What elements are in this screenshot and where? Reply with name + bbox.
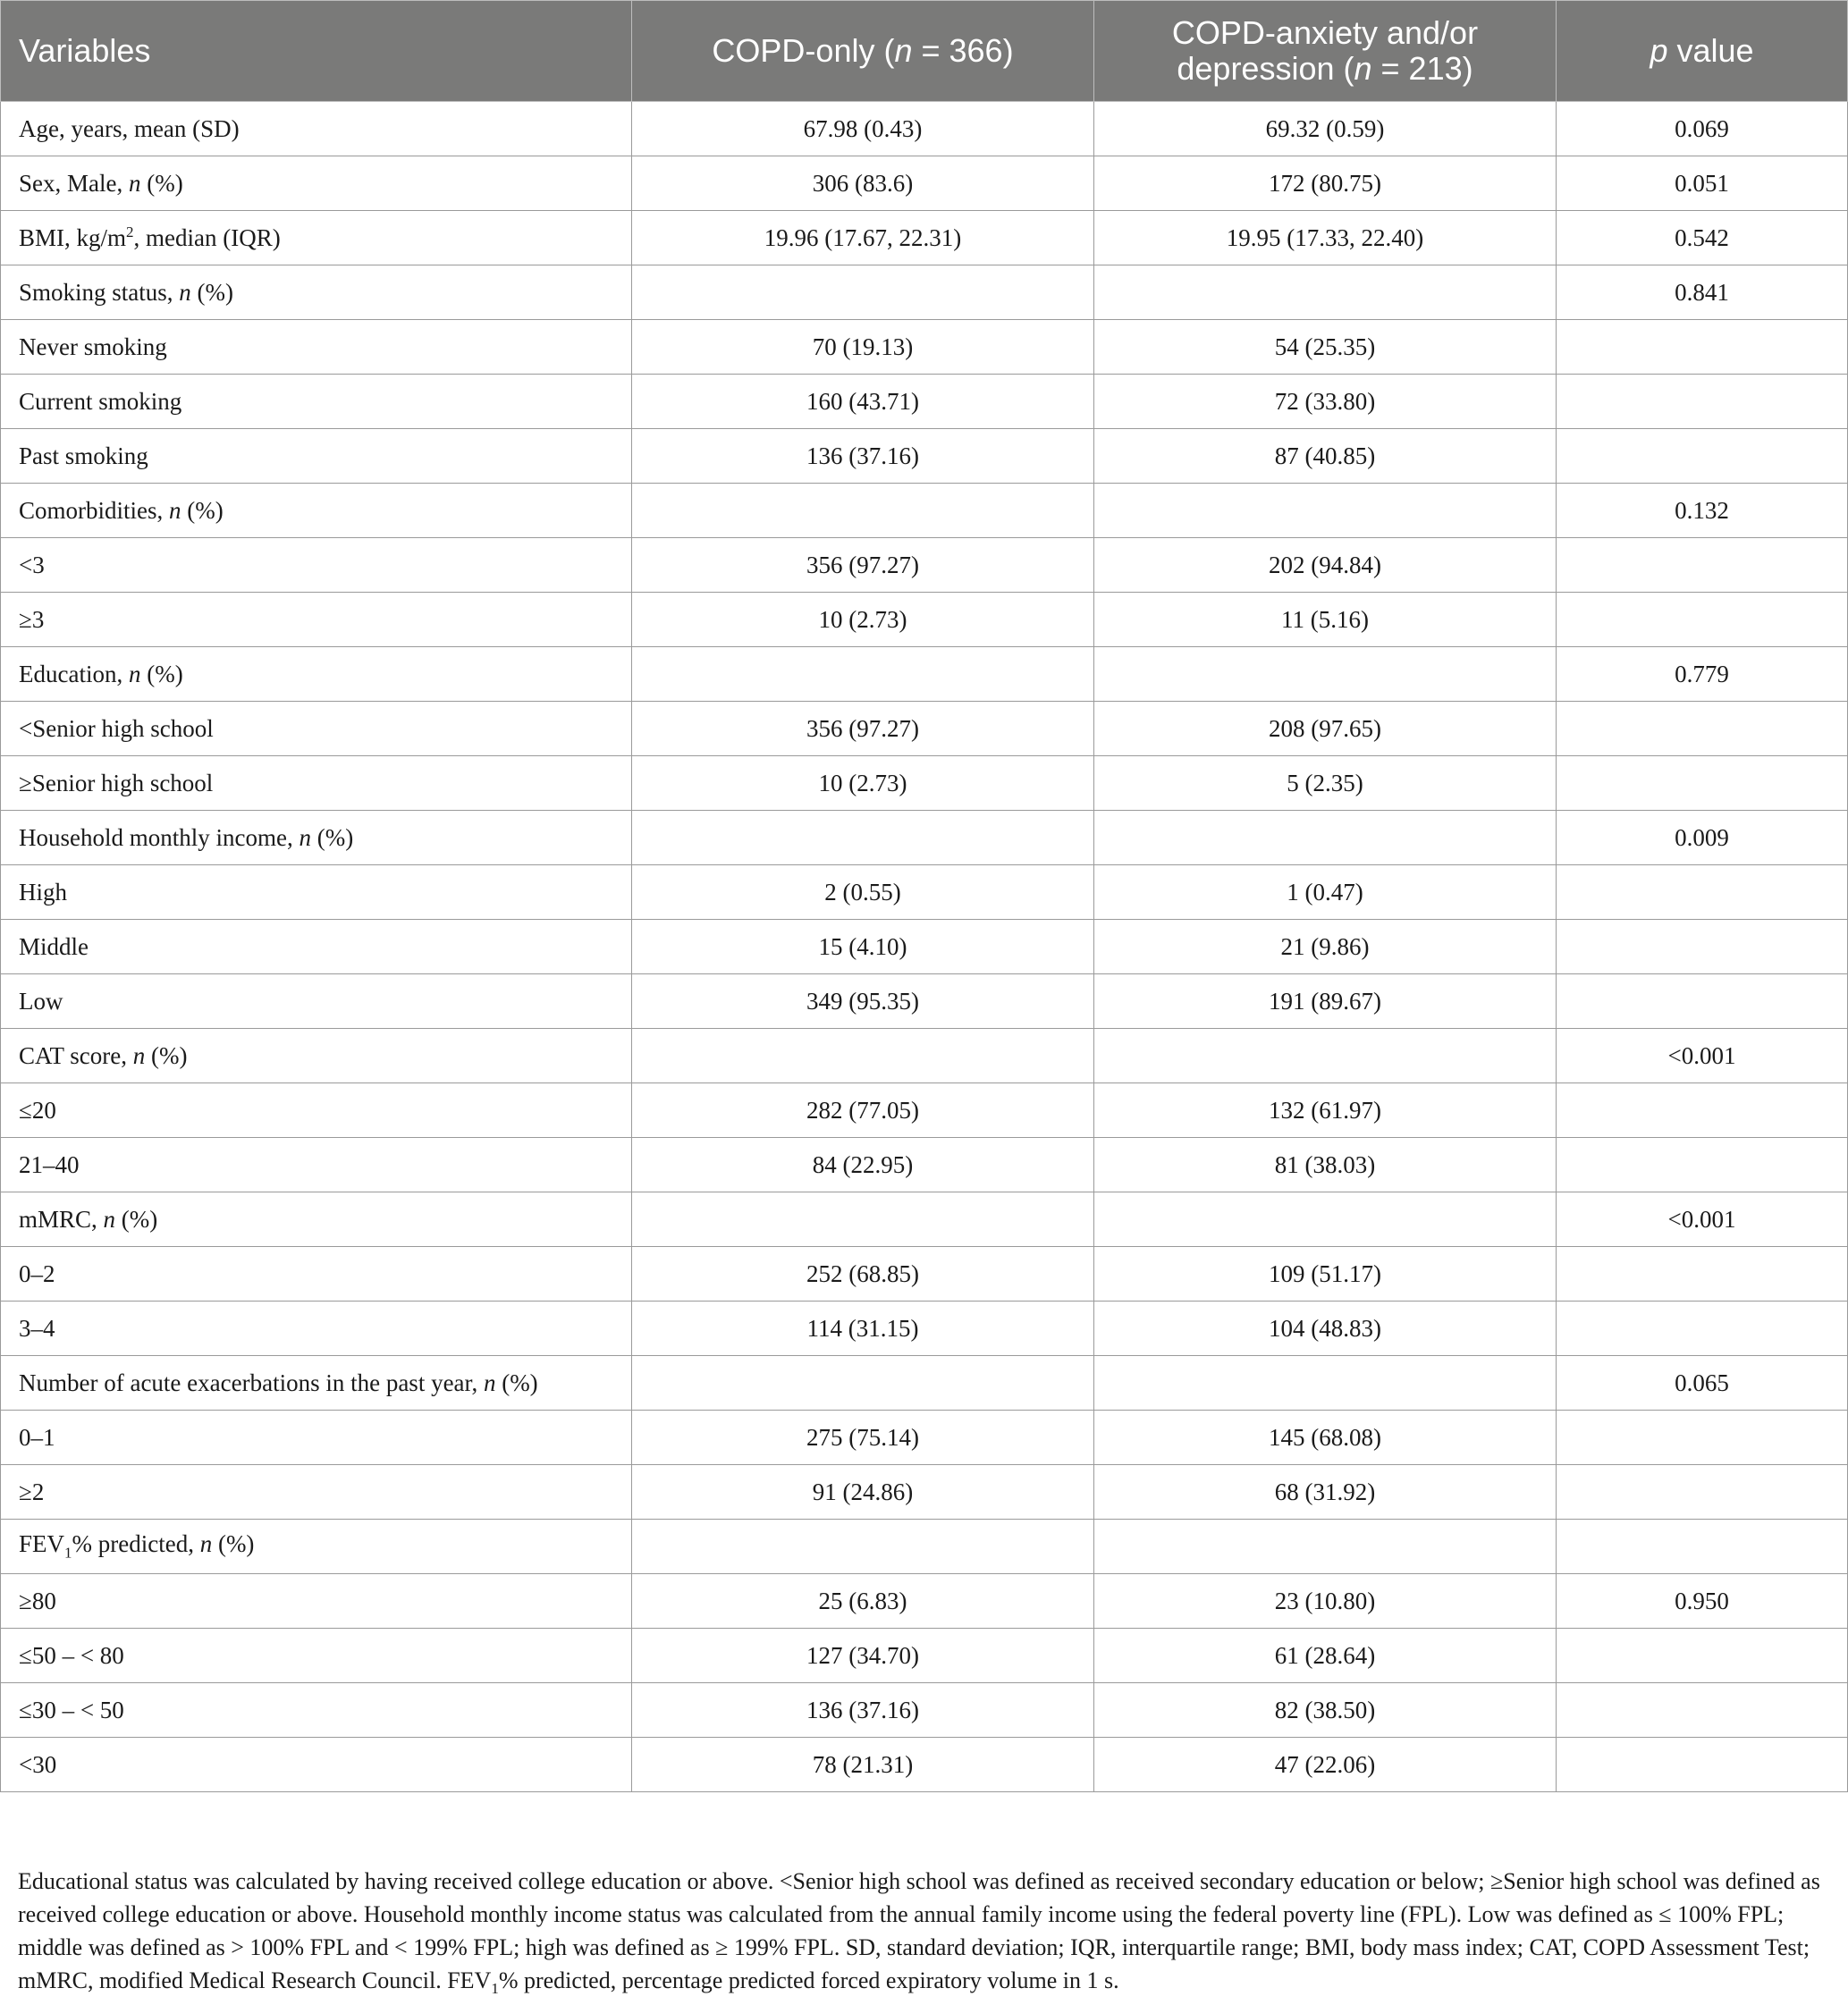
cell-copd-only: 91 (24.86)	[632, 1465, 1094, 1520]
cell-p-value: 0.841	[1557, 265, 1848, 320]
cell-copd-only	[632, 1192, 1094, 1247]
cell-p-value: 0.065	[1557, 1356, 1848, 1411]
variable-label: 3–4	[19, 1314, 55, 1342]
header-p-letter: p	[1650, 32, 1668, 69]
cell-variable	[1, 1083, 632, 1138]
header-copd-anxiety-n: n	[1354, 50, 1372, 87]
cell-variable	[1, 538, 632, 593]
cell-variable	[1, 1411, 632, 1465]
cell-copd-anxiety: 104 (48.83)	[1094, 1302, 1557, 1356]
variable-label-italic: n	[169, 496, 181, 524]
table-row	[1, 811, 1848, 865]
variable-label-pre: Smoking status,	[19, 278, 180, 306]
cell-variable	[1, 1683, 632, 1738]
cell-p-value	[1557, 865, 1848, 920]
table-row	[1, 265, 1848, 320]
cell-copd-anxiety: 191 (89.67)	[1094, 974, 1557, 1029]
variable-label: <3	[19, 551, 45, 578]
variable-label-post: (%)	[181, 496, 224, 524]
cell-copd-only: 356 (97.27)	[632, 538, 1094, 593]
cell-p-value: 0.542	[1557, 211, 1848, 265]
table-row	[1, 1738, 1848, 1792]
cell-copd-anxiety: 68 (31.92)	[1094, 1465, 1557, 1520]
cell-copd-anxiety	[1094, 647, 1557, 702]
table-row	[1, 1629, 1848, 1683]
table-row	[1, 1302, 1848, 1356]
cell-variable	[1, 920, 632, 974]
variable-label-pre: Household monthly income,	[19, 823, 300, 851]
cell-p-value	[1557, 1738, 1848, 1792]
variable-label-post: (%)	[190, 278, 234, 306]
cell-copd-anxiety: 109 (51.17)	[1094, 1247, 1557, 1302]
cell-copd-only: 10 (2.73)	[632, 593, 1094, 647]
cell-copd-only	[632, 1029, 1094, 1083]
cell-copd-only: 84 (22.95)	[632, 1138, 1094, 1192]
cell-copd-only	[632, 265, 1094, 320]
variable-label-post: (%)	[140, 169, 183, 197]
header-copd-only-post: = 366)	[912, 32, 1014, 69]
header-copd-anxiety	[1094, 1, 1557, 102]
header-copd-only-n: n	[894, 32, 913, 69]
cell-p-value	[1557, 1411, 1848, 1465]
cell-variable	[1, 1356, 632, 1411]
header-p-value	[1557, 1, 1848, 102]
cell-p-value	[1557, 756, 1848, 811]
table-row	[1, 156, 1848, 211]
variable-label-pre: Sex, Male,	[19, 169, 129, 197]
variable-label-pre: BMI, kg/m	[19, 224, 127, 251]
cell-p-value: 0.779	[1557, 647, 1848, 702]
cell-p-value	[1557, 1629, 1848, 1683]
table-row	[1, 1247, 1848, 1302]
cell-copd-only: 356 (97.27)	[632, 702, 1094, 756]
cell-copd-only	[632, 484, 1094, 538]
cell-variable	[1, 1029, 632, 1083]
cell-copd-only: 136 (37.16)	[632, 429, 1094, 484]
cell-copd-anxiety: 202 (94.84)	[1094, 538, 1557, 593]
cell-variable	[1, 811, 632, 865]
cell-copd-anxiety	[1094, 1029, 1557, 1083]
cell-p-value	[1557, 1683, 1848, 1738]
variable-label-post: (%)	[212, 1530, 255, 1558]
cell-variable	[1, 102, 632, 156]
cell-copd-only: 2 (0.55)	[632, 865, 1094, 920]
header-copd-anxiety-line1: COPD-anxiety and/or	[1171, 14, 1479, 51]
cell-variable	[1, 1574, 632, 1629]
cell-copd-anxiety	[1094, 265, 1557, 320]
cell-copd-only: 282 (77.05)	[632, 1083, 1094, 1138]
cell-variable	[1, 429, 632, 484]
variable-label-sup: 2	[126, 223, 134, 240]
header-copd-anxiety-line2-post: = 213)	[1371, 50, 1473, 87]
cell-p-value	[1557, 920, 1848, 974]
cell-p-value	[1557, 375, 1848, 429]
cell-variable	[1, 265, 632, 320]
cell-variable	[1, 1465, 632, 1520]
table-row	[1, 375, 1848, 429]
cell-copd-only	[632, 1520, 1094, 1574]
cell-variable	[1, 484, 632, 538]
variable-label-pre: FEV	[19, 1530, 65, 1558]
variable-label-post: (%)	[495, 1369, 538, 1396]
table-row	[1, 484, 1848, 538]
cell-variable	[1, 156, 632, 211]
variable-label: 0–1	[19, 1423, 55, 1451]
variable-label-pre: Education,	[19, 660, 129, 687]
table-footnote	[18, 1865, 1833, 2005]
cell-variable	[1, 1738, 632, 1792]
variable-label: 21–40	[19, 1150, 80, 1178]
variable-label-pre: CAT score,	[19, 1041, 133, 1069]
variable-label-post: , median (IQR)	[133, 224, 281, 251]
cell-copd-anxiety: 82 (38.50)	[1094, 1683, 1557, 1738]
variable-label-pre: mMRC,	[19, 1205, 104, 1233]
cell-p-value: <0.001	[1557, 1029, 1848, 1083]
cell-p-value	[1557, 1465, 1848, 1520]
cell-copd-only: 19.96 (17.67, 22.31)	[632, 211, 1094, 265]
cell-variable	[1, 320, 632, 375]
variable-label-pre: Comorbidities,	[19, 496, 169, 524]
cell-copd-anxiety: 69.32 (0.59)	[1094, 102, 1557, 156]
cell-variable	[1, 211, 632, 265]
cell-p-value: 0.069	[1557, 102, 1848, 156]
cell-copd-anxiety: 11 (5.16)	[1094, 593, 1557, 647]
variable-label-italic: n	[132, 1041, 146, 1069]
header-variables	[1, 1, 632, 102]
variable-label: <Senior high school	[19, 714, 214, 742]
cell-variable	[1, 1192, 632, 1247]
table-row	[1, 1138, 1848, 1192]
table-row	[1, 1192, 1848, 1247]
header-p-value-post: value	[1667, 32, 1754, 69]
cell-copd-anxiety	[1094, 811, 1557, 865]
footnote-subscript: 1	[491, 1980, 499, 1998]
variable-label: Current smoking	[19, 387, 182, 415]
cell-p-value	[1557, 593, 1848, 647]
cell-p-value	[1557, 429, 1848, 484]
variable-label: ≤50 – < 80	[19, 1641, 124, 1669]
cell-copd-anxiety	[1094, 1520, 1557, 1574]
cell-p-value: 0.009	[1557, 811, 1848, 865]
table-header	[1, 1, 1848, 102]
cell-copd-only: 15 (4.10)	[632, 920, 1094, 974]
cell-copd-anxiety: 208 (97.65)	[1094, 702, 1557, 756]
table-row	[1, 647, 1848, 702]
cell-p-value	[1557, 702, 1848, 756]
cell-copd-anxiety: 87 (40.85)	[1094, 429, 1557, 484]
variable-label-sub: 1	[64, 1544, 72, 1562]
cell-copd-only: 306 (83.6)	[632, 156, 1094, 211]
cell-p-value	[1557, 538, 1848, 593]
variable-label: ≤30 – < 50	[19, 1696, 124, 1723]
cell-copd-only	[632, 811, 1094, 865]
cell-variable	[1, 375, 632, 429]
table-row	[1, 1356, 1848, 1411]
cell-copd-anxiety: 19.95 (17.33, 22.40)	[1094, 211, 1557, 265]
cell-variable	[1, 1138, 632, 1192]
table-row	[1, 102, 1848, 156]
table-row	[1, 211, 1848, 265]
cell-p-value	[1557, 1138, 1848, 1192]
cell-variable	[1, 974, 632, 1029]
variable-label-italic: n	[199, 1530, 213, 1558]
footnote-part2: % predicted, percentage predicted forced expiratory volume in 1 s.	[498, 1967, 1119, 1993]
cell-copd-anxiety: 47 (22.06)	[1094, 1738, 1557, 1792]
cell-copd-only: 10 (2.73)	[632, 756, 1094, 811]
variable-label: ≥80	[19, 1587, 56, 1614]
variable-label: ≥3	[19, 605, 45, 633]
cell-variable	[1, 593, 632, 647]
cell-copd-anxiety	[1094, 1192, 1557, 1247]
cell-copd-anxiety: 1 (0.47)	[1094, 865, 1557, 920]
cell-copd-only: 70 (19.13)	[632, 320, 1094, 375]
table-row	[1, 920, 1848, 974]
table-row	[1, 1574, 1848, 1629]
variable-label: 0–2	[19, 1259, 55, 1287]
table-row	[1, 593, 1848, 647]
table-row	[1, 1683, 1848, 1738]
cell-variable	[1, 756, 632, 811]
cell-p-value	[1557, 974, 1848, 1029]
table-row	[1, 1465, 1848, 1520]
variable-label: ≥Senior high school	[19, 769, 214, 796]
variable-label-italic: n	[103, 1205, 116, 1233]
table-row	[1, 702, 1848, 756]
cell-copd-anxiety: 145 (68.08)	[1094, 1411, 1557, 1465]
variable-label: Past smoking	[19, 442, 148, 469]
cell-p-value: 0.132	[1557, 484, 1848, 538]
cell-variable	[1, 1302, 632, 1356]
cell-copd-only: 275 (75.14)	[632, 1411, 1094, 1465]
variable-label-post: (%)	[115, 1205, 158, 1233]
cell-copd-only: 67.98 (0.43)	[632, 102, 1094, 156]
cell-variable	[1, 1520, 632, 1574]
cell-copd-anxiety: 132 (61.97)	[1094, 1083, 1557, 1138]
cell-copd-anxiety: 21 (9.86)	[1094, 920, 1557, 974]
cell-copd-only: 252 (68.85)	[632, 1247, 1094, 1302]
variable-label-post: (%)	[140, 660, 183, 687]
header-copd-anxiety-line2-pre: depression (	[1177, 50, 1354, 87]
table-body	[1, 102, 1848, 1792]
cell-variable	[1, 1247, 632, 1302]
cell-copd-anxiety: 72 (33.80)	[1094, 375, 1557, 429]
variable-label: Never smoking	[19, 333, 167, 360]
table-row	[1, 429, 1848, 484]
table-row	[1, 974, 1848, 1029]
variable-label-italic: n	[128, 169, 141, 197]
variable-label: <30	[19, 1750, 57, 1778]
cell-copd-only: 136 (37.16)	[632, 1683, 1094, 1738]
header-copd-only-pre: COPD-only (	[712, 32, 895, 69]
cell-p-value	[1557, 1247, 1848, 1302]
cell-copd-anxiety	[1094, 484, 1557, 538]
variable-label-post: (%)	[310, 823, 354, 851]
cell-copd-anxiety: 61 (28.64)	[1094, 1629, 1557, 1683]
cell-copd-only: 25 (6.83)	[632, 1574, 1094, 1629]
header-variables-text: Variables	[19, 32, 151, 69]
table-row	[1, 1520, 1848, 1574]
cell-copd-anxiety: 54 (25.35)	[1094, 320, 1557, 375]
table-row	[1, 1029, 1848, 1083]
cell-copd-only: 160 (43.71)	[632, 375, 1094, 429]
footnote-part1: Educational status was calculated by having received college education or above. <Senior high school was defined as received secondary education or below; ≥Senior high school was defined as received college education or above. Household monthly income status was calculated from the annual family income using the federal poverty line (FPL). Low was defined as ≤ 100% FPL; middle was defined as > 100% FPL and < 199% FPL; high was defined as ≥ 199% FPL. SD, standard deviation; IQR, interquartile range; BMI, body mass index; CAT, COPD Assessment Test; mMRC, modified Medical Research Council. FEV	[18, 1868, 1820, 1993]
cell-copd-anxiety: 23 (10.80)	[1094, 1574, 1557, 1629]
cell-copd-only: 127 (34.70)	[632, 1629, 1094, 1683]
cell-variable	[1, 647, 632, 702]
cell-p-value: <0.001	[1557, 1192, 1848, 1247]
variable-label-pre: Number of acute exacerbations in the past year,	[19, 1369, 484, 1396]
header-copd-only	[632, 1, 1094, 102]
variable-label: High	[19, 878, 67, 906]
cell-copd-only: 349 (95.35)	[632, 974, 1094, 1029]
variable-label-italic: n	[179, 278, 191, 306]
cell-p-value	[1557, 1083, 1848, 1138]
cell-copd-anxiety: 5 (2.35)	[1094, 756, 1557, 811]
variable-label-post: (%)	[145, 1041, 188, 1069]
table-row	[1, 756, 1848, 811]
cell-copd-only	[632, 1356, 1094, 1411]
variable-label: Middle	[19, 932, 89, 960]
cell-p-value: 0.950	[1557, 1574, 1848, 1629]
variable-label-italic: n	[128, 660, 141, 687]
cell-copd-only: 114 (31.15)	[632, 1302, 1094, 1356]
cell-variable	[1, 865, 632, 920]
table-row	[1, 538, 1848, 593]
table-row	[1, 865, 1848, 920]
cell-copd-anxiety: 172 (80.75)	[1094, 156, 1557, 211]
table-row	[1, 1083, 1848, 1138]
variable-label: ≥2	[19, 1478, 45, 1505]
cell-p-value: 0.051	[1557, 156, 1848, 211]
variable-label: ≤20	[19, 1096, 56, 1124]
variable-label-italic: n	[483, 1369, 496, 1396]
cell-copd-anxiety	[1094, 1356, 1557, 1411]
cell-variable	[1, 1629, 632, 1683]
cell-copd-only	[632, 647, 1094, 702]
variable-label: Low	[19, 987, 63, 1015]
cell-copd-anxiety: 81 (38.03)	[1094, 1138, 1557, 1192]
table-row	[1, 320, 1848, 375]
variable-label-italic: n	[299, 823, 311, 851]
cell-copd-only: 78 (21.31)	[632, 1738, 1094, 1792]
cell-p-value	[1557, 1302, 1848, 1356]
header-row	[1, 1, 1848, 102]
table-row	[1, 1411, 1848, 1465]
variable-label: Age, years, mean (SD)	[19, 114, 240, 142]
cell-p-value	[1557, 320, 1848, 375]
cell-variable	[1, 702, 632, 756]
cell-p-value	[1557, 1520, 1848, 1574]
variable-label-mid: % predicted,	[72, 1530, 200, 1558]
